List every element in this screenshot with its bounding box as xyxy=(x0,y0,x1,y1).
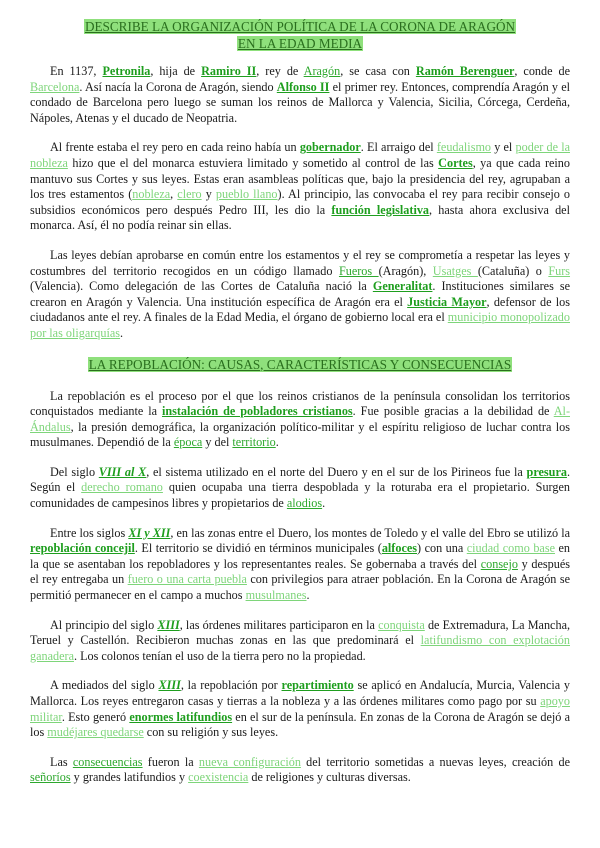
keyword: mudéjares quedarse xyxy=(47,725,144,740)
paragraph: En 1137, Petronila, hija de Ramiro II, rey de Aragón, se casa con Ramón Berenguer, conde de Barcelona. Así nacía la Corona de Aragón, siendo Alfonso II el primer rey. Entonces, comprendía Aragón y el condado de Barcelona pero luego se suman los reinos de Mallorca y Valencia, Sicilia, Córcega, Cerdeña, Nápoles, Atenas y el ducado de Neopatria. xyxy=(30,64,571,125)
keyword: ciudad como base xyxy=(466,541,555,556)
keyword: municipio monopolizado por las oligarquías xyxy=(30,310,570,340)
keyword: clero xyxy=(177,187,202,202)
keyword: musulmanes xyxy=(245,588,307,603)
keyword: feudalismo xyxy=(436,140,492,155)
keyword: repoblación concejil xyxy=(30,541,135,556)
keyword: XIII xyxy=(158,678,181,693)
keyword: apoyo militar xyxy=(30,694,570,724)
keyword: repartimiento xyxy=(281,678,354,693)
keyword: XI y XII xyxy=(128,525,171,540)
keyword: latifundismo con explotación ganadera xyxy=(30,633,570,663)
keyword: Fueros xyxy=(338,263,379,278)
keyword: Cortes xyxy=(438,155,473,170)
keyword: nobleza xyxy=(132,187,171,202)
paragraph: A mediados del siglo XIII, la repoblación por repartimiento se aplicó en Andalucía, Murcia, Valencia y Mallorca. Los reyes entregaron casas y tierras a la nobleza y a las órdenes militares como pago por su apoyo militar. Esto generó enormes latifundios en el sur de la península. En zonas de la Corona de Aragón se dejó a los mudéjares quedarse con su religión y sus leyes. xyxy=(30,678,571,740)
paragraph: Al frente estaba el rey pero en cada reino había un gobernador. El arraigo del feudalismo y el poder de la nobleza hizo que el del monarca estuviera limitado y sometido al control de las Cortes, ya que cada reino mantuvo sus Cortes y sus leyes. Estas eran asambleas políticas que, bajo la presidencia del rey, agrupaban a los tres estamentos (nobleza, clero y pueblo llano). Al principio, las convocaba el rey para recibir consejo o subsidios económicos pero después Pedro III, les dio la función legislativa, hasta ahora exclusiva del monarca. Así, él no podía reinar sin ellas. xyxy=(30,140,571,233)
keyword: Generalitat xyxy=(372,279,433,294)
keyword: enormes latifundios xyxy=(129,709,233,724)
paragraph: Las leyes debían aprobarse en común entre los estamentos y el rey se comprometía a respetar las leyes y costumbres del territorio recogidos en un código llamado Fueros (Aragón), Usatges (Cataluña) o Furs (Valencia). Como delegación de las Cortes de Cataluña nació la Generalitat. Instituciones similares se crearon en Aragón y Valencia. Una institución específica de Aragón era el Justicia Mayor, defensor de los ciudadanos ante el rey. A finales de la Edad Media, el órgano de gobierno local era el municipio monopolizado por las oligarquías. xyxy=(30,247,571,340)
keyword: conquista xyxy=(378,617,425,632)
keyword: época xyxy=(173,435,203,450)
section-title-repoblacion: LA REPOBLACIÓN: CAUSAS, CARACTERÍSTICAS Y CONSECUENCIAS xyxy=(88,356,512,372)
keyword: señoríos xyxy=(30,770,71,785)
keyword: fuero o una carta puebla xyxy=(127,572,247,587)
keyword: presura xyxy=(526,464,567,479)
keyword: consejo xyxy=(480,556,518,571)
paragraph: Entre los siglos XI y XII, en las zonas entre el Duero, los montes de Toledo y el valle del Ebro se utilizó la repoblación concejil. El territorio se dividió en términos municipales (alfoces) con una ciudad como base en la que se asentaban los repobladores y los representantes reales. Se gobernaba a través del consejo y después el rey entregaba un fuero o una carta puebla con privilegios para atraer población. En la Corona de Aragón se permitió permanecer en el campo a muchos musulmanes. xyxy=(30,525,570,603)
keyword: coexistencia xyxy=(188,770,249,785)
keyword: función legislativa xyxy=(331,202,430,217)
keyword: instalación de pobladores cristianos xyxy=(161,404,353,419)
keyword: Furs xyxy=(548,263,571,278)
keyword: Al-Ándalus xyxy=(30,404,570,434)
keyword: Ramón Berenguer xyxy=(415,64,515,78)
paragraph: Las consecuencias fueron la nueva configuración del territorio sometidas a nuevas leyes, creación de señoríos y grandes latifundios y coexistencia de religiones y culturas diversas. xyxy=(30,754,570,785)
keyword: territorio xyxy=(232,435,276,450)
keyword: poder de la nobleza xyxy=(30,140,570,170)
keyword: Petronila xyxy=(102,64,151,78)
keyword: Usatges xyxy=(432,263,478,278)
keyword: XIII xyxy=(157,617,180,632)
keyword: consecuencias xyxy=(72,754,143,769)
paragraph: Del siglo VIII al X, el sistema utilizado en el norte del Duero y en el sur de los Pirineos fue la presura. Según el derecho romano quien ocupaba una tierra despoblada y la roturaba era el propietario. Surgen comunidades de campesinos libres y propietarios de alodios. xyxy=(30,464,570,511)
keyword: nueva configuración xyxy=(198,754,301,769)
keyword: Justicia Mayor xyxy=(407,294,487,309)
keyword: alfoces xyxy=(381,541,418,556)
paragraph: Al principio del siglo XIII, las órdenes militares participaron en la conquista de Extremadura, La Mancha, Teruel y Castellón. Recibieron muchas zonas en las que predominará el latifundismo con explotación ganadera. Los colonos tenían el uso de la tierra pero no la propiedad. xyxy=(30,617,571,663)
keyword: derecho romano xyxy=(81,480,163,495)
paragraph: La repoblación es el proceso por el que los reinos cristianos de la península consolidan los territorios conquistados mediante la instalación de pobladores cristianos. Fue posible gracias a la debilidad de Al-Ándalus, la presión demográfica, la organización político-militar y el espíritu religioso de luchar contra los musulmanes. Dependió de la época y del territorio. xyxy=(30,388,570,450)
keyword: VIII al X xyxy=(98,464,147,479)
keyword: alodios xyxy=(286,496,323,511)
keyword: Alfonso II xyxy=(276,79,330,94)
section-title-organizacion: DESCRIBE LA ORGANIZACIÓN POLÍTICA DE LA CORONA DE ARAGÓN EN LA EDAD MEDIA xyxy=(84,19,516,51)
keyword: Ramiro II xyxy=(201,64,257,78)
keyword: pueblo llano xyxy=(215,187,278,202)
keyword: Barcelona xyxy=(30,79,80,94)
keyword: Aragón xyxy=(303,64,341,78)
keyword: gobernador xyxy=(299,140,361,155)
